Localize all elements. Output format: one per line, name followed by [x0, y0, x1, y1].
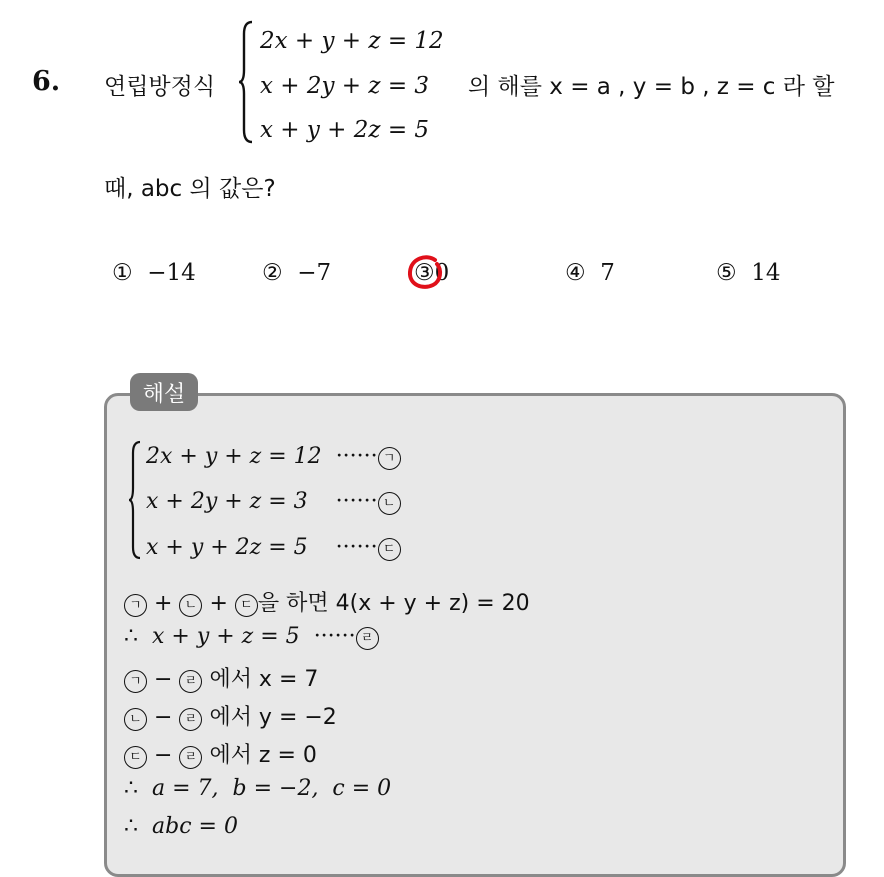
choice-1[interactable] [112, 260, 196, 286]
question-tail: 의 해를 x = a , y = b , z = c 라 할 [468, 74, 835, 100]
choice-3-mark: ③ [414, 260, 435, 286]
question-line-2: 때, abc 의 값은? [104, 176, 276, 202]
solution-system-line-1: 2x + y + z = 12 ······ ㄱ [146, 444, 401, 470]
choice-1-value: −14 [147, 260, 196, 286]
solution-line-2: ∴ x + y + z = 5 ······ ㄹ [124, 624, 379, 650]
tag-nieun: ㄴ [378, 492, 401, 515]
solution-line-1: ㄱ + ㄴ + ㄷ 을 하면 4(x + y + z) = 20 [124, 586, 530, 617]
tag-giyeok: ㄱ [378, 447, 401, 470]
answer-circle-mark [405, 252, 445, 292]
tag-digeut: ㄷ [378, 538, 401, 561]
solution-tab: 해설 [130, 373, 198, 411]
solution-line-3: ㄱ − ㄹ 에서 x = 7 [124, 662, 318, 693]
solution-system-line-2: x + 2y + z = 3 ······ ㄴ [146, 489, 401, 515]
choice-3-value: 0 [434, 260, 450, 286]
choice-5[interactable] [716, 260, 781, 286]
solution-system-line-3: x + y + 2z = 5 ······ ㄷ [146, 535, 401, 561]
choice-4[interactable] [565, 260, 615, 286]
system-brace [238, 20, 254, 144]
question-number: 6. [32, 66, 61, 97]
choice-1-mark: ① [112, 260, 133, 286]
system-equation-3: x + y + 2z = 5 [260, 117, 430, 143]
solution-line-5: ㄷ − ㄹ 에서 z = 0 [124, 738, 317, 769]
solution-system-brace [128, 440, 142, 560]
choice-4-value: 7 [600, 260, 615, 286]
choice-2-mark: ② [262, 260, 283, 286]
choice-5-value: 14 [751, 260, 781, 286]
solution-line-7: ∴ abc = 0 [124, 814, 238, 839]
choice-5-mark: ⑤ [716, 260, 737, 286]
choice-2[interactable] [262, 260, 331, 286]
system-equation-1: 2x + y + z = 12 [260, 28, 444, 54]
choice-2-value: −7 [297, 260, 332, 286]
choice-4-mark: ④ [565, 260, 586, 286]
solution-line-4: ㄴ − ㄹ 에서 y = −2 [124, 700, 337, 731]
system-equation-2: x + 2y + z = 3 [260, 73, 430, 99]
question-lead: 연립방정식 [104, 74, 216, 100]
solution-line-6: ∴ a = 7, b = −2, c = 0 [124, 776, 392, 801]
